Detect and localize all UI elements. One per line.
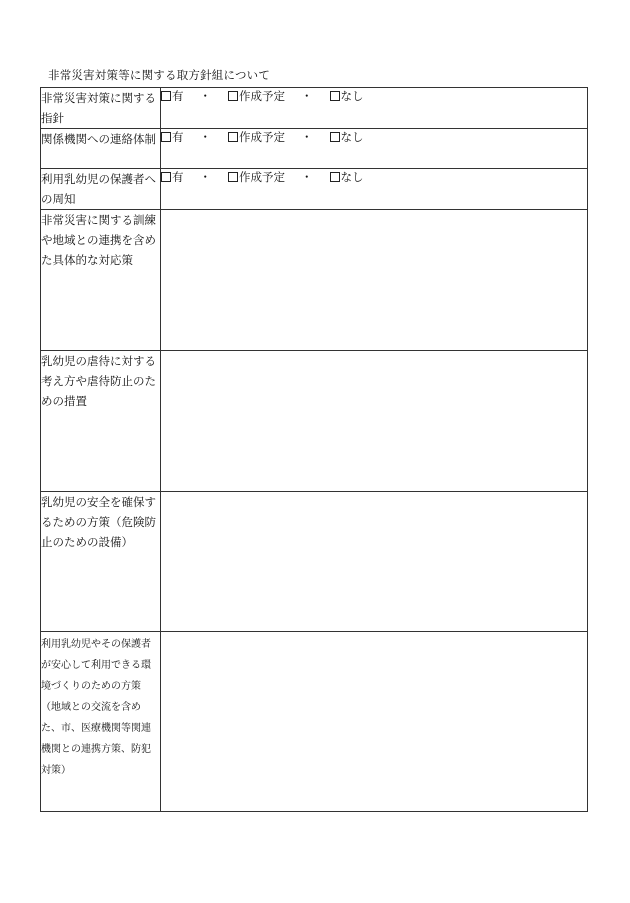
option-planned[interactable]: 作成予定 — [228, 88, 285, 104]
option-none[interactable]: なし — [330, 129, 364, 145]
table-row — [41, 632, 588, 812]
checkbox-icon[interactable] — [228, 132, 238, 142]
table-row — [41, 492, 588, 632]
checkbox-icon[interactable] — [330, 132, 340, 142]
answer-area[interactable] — [161, 492, 588, 632]
table-row — [41, 169, 588, 210]
options-cell — [161, 129, 588, 169]
table-row — [41, 351, 588, 492]
row-label-text: 非常災害対策に関する指針 — [41, 91, 156, 125]
option-yes[interactable]: 有 — [161, 129, 184, 145]
page-title: 非常災害対策等に関する取方針組について — [48, 68, 271, 82]
row-label-text: 乳幼児の安全を確保するための方策（危険防止のための設備） — [41, 495, 156, 549]
answer-area[interactable] — [161, 210, 588, 351]
row-label — [41, 492, 161, 632]
option-separator: ・ — [301, 89, 313, 103]
table-row — [41, 210, 588, 351]
option-separator: ・ — [301, 170, 313, 184]
table-row — [41, 88, 588, 129]
checkbox-icon[interactable] — [330, 91, 340, 101]
row-label — [41, 88, 161, 129]
table-row — [41, 129, 588, 169]
row-label-text: 非常災害に関する訓練や地域との連携を含めた具体的な対応策 — [41, 213, 156, 267]
row-label — [41, 632, 161, 812]
row-label-text: 乳幼児の虐待に対する考え方や虐待防止のための措置 — [41, 354, 156, 408]
row-label — [41, 169, 161, 210]
checkbox-icon[interactable] — [161, 132, 171, 142]
option-separator: ・ — [199, 130, 211, 144]
option-yes[interactable]: 有 — [161, 88, 184, 104]
checkbox-icon[interactable] — [228, 172, 238, 182]
option-planned[interactable]: 作成予定 — [228, 129, 285, 145]
options-cell — [161, 169, 588, 210]
row-label — [41, 210, 161, 351]
option-none[interactable]: なし — [330, 88, 364, 104]
option-separator: ・ — [199, 170, 211, 184]
answer-area[interactable] — [161, 351, 588, 492]
option-separator: ・ — [199, 89, 211, 103]
answer-area[interactable] — [161, 632, 588, 812]
checkbox-icon[interactable] — [330, 172, 340, 182]
option-yes[interactable]: 有 — [161, 169, 184, 185]
option-planned[interactable]: 作成予定 — [228, 169, 285, 185]
row-label-text: 関係機関への連絡体制 — [41, 132, 156, 146]
row-label — [41, 351, 161, 492]
row-label-text: 利用乳幼児の保護者への周知 — [41, 172, 156, 206]
row-label — [41, 129, 161, 169]
checkbox-icon[interactable] — [161, 172, 171, 182]
row-label-text: 利用乳幼児やその保護者が安心して利用できる環境づくりのための方策（地域との交流を含めた、市、医療機関等関連機関との連携方策、防犯対策） — [41, 639, 151, 776]
checkbox-icon[interactable] — [161, 91, 171, 101]
checkbox-icon[interactable] — [228, 91, 238, 101]
option-separator: ・ — [301, 130, 313, 144]
options-cell — [161, 88, 588, 129]
policy-table — [40, 87, 588, 812]
option-none[interactable]: なし — [330, 169, 364, 185]
